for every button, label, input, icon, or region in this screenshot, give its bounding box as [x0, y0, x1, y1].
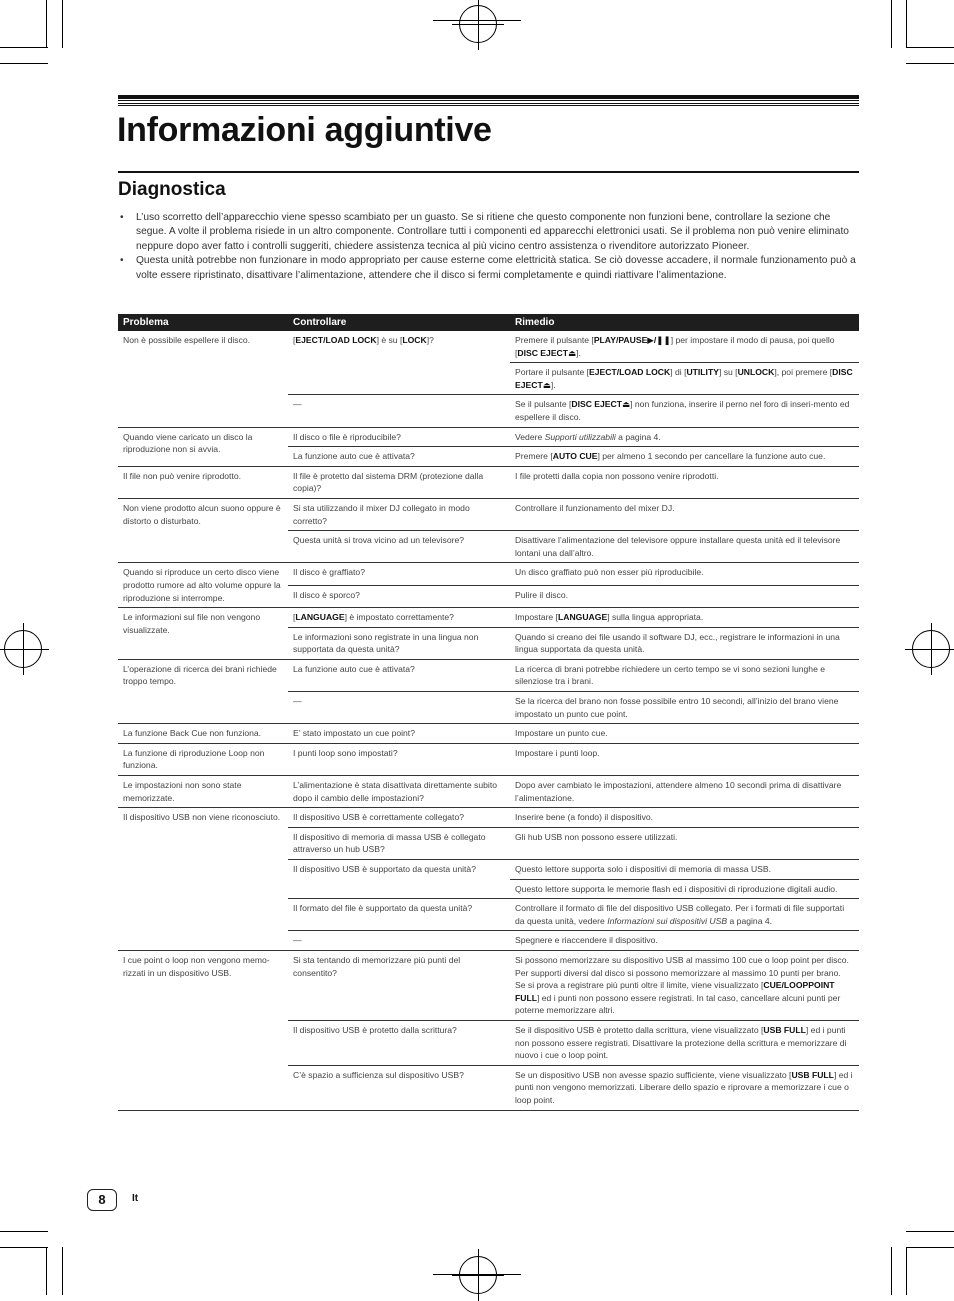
crop-mark	[0, 47, 48, 48]
registration-mark-icon	[459, 5, 497, 43]
table-header-row	[118, 314, 859, 331]
cell-check: Il disco o file è riproducibile?	[288, 427, 510, 447]
cell-check: I punti loop sono impostati?	[288, 743, 510, 775]
table-row	[118, 776, 859, 808]
cell-remedy: Quando si creano dei file usando il software DJ, ecc., registrare le informazioni in una lingua supportata da questa unità.	[510, 627, 859, 659]
crop-mark	[891, 0, 892, 48]
crop-mark	[46, 0, 47, 48]
cell-check: Il dispositivo USB è protetto dalla scrittura?	[288, 1020, 510, 1065]
cell-check: La funzione auto cue è attivata?	[288, 659, 510, 691]
crop-mark	[891, 1247, 892, 1295]
table-row	[118, 724, 859, 744]
cell-remedy: Inserire bene (a fondo) il dispositivo.	[510, 808, 859, 828]
table-row	[118, 743, 859, 775]
cell-problem: La funzione di riproduzione Loop non funziona.	[118, 743, 288, 775]
table-row	[118, 331, 859, 363]
cell-check: L’alimentazione è stata disattivata direttamente subito dopo il cambio delle impostazioni?	[288, 776, 510, 808]
crop-mark	[906, 1231, 954, 1232]
cell-check: Il formato del file è supportato da questa unità?	[288, 899, 510, 931]
cell-remedy: Se il pulsante [DISC EJECT⏏] non funziona, inserire il perno nel foro di inseri-mento ed espellere il disco.	[510, 395, 859, 427]
cell-check: Il dispositivo di memoria di massa USB è collegato attraverso un hub USB?	[288, 827, 510, 859]
cell-remedy: Questo lettore supporta le memorie flash ed i dispositivi di riproduzione digitali audio.	[510, 879, 859, 899]
section-title: Diagnostica	[118, 179, 226, 200]
cell-check: [EJECT/LOAD LOCK] è su [LOCK]?	[288, 331, 510, 395]
cell-remedy: Impostare un punto cue.	[510, 724, 859, 744]
table-row	[118, 608, 859, 628]
intro-list	[118, 211, 859, 283]
cell-remedy: Premere il pulsante [PLAY/PAUSE▶/❚❚] per impostare il modo di pausa, poi quello [DISC EJECT⏏].	[510, 331, 859, 363]
cell-remedy: Pulire il disco.	[510, 585, 859, 607]
cell-check: C’è spazio a sufficienza sul dispositivo USB?	[288, 1065, 510, 1110]
cell-problem: Il file non può venire riprodotto.	[118, 466, 288, 498]
crop-mark	[906, 63, 954, 64]
registration-mark-icon	[4, 630, 42, 668]
title-rule	[118, 171, 859, 173]
table-row	[118, 563, 859, 585]
cell-remedy: Questo lettore supporta solo i dispositivi di memoria di massa USB.	[510, 860, 859, 880]
cell-remedy: Controllare il funzionamento del mixer DJ.	[510, 498, 859, 530]
table-row	[118, 808, 859, 828]
cell-remedy: Impostare [LANGUAGE] sulla lingua appropriata.	[510, 608, 859, 628]
cell-problem: L’operazione di ricerca dei brani richiede troppo tempo.	[118, 659, 288, 723]
cell-remedy: Portare il pulsante [EJECT/LOAD LOCK] di [UTILITY] su [UNLOCK], poi premere [DISC EJECT⏏].	[510, 363, 859, 395]
table-row	[118, 659, 859, 691]
cell-remedy: Impostare i punti loop.	[510, 743, 859, 775]
cell-check: Si sta utilizzando il mixer DJ collegato in modo corretto?	[288, 498, 510, 530]
crop-mark	[0, 1247, 48, 1248]
cell-remedy: Spegnere e riaccendere il dispositivo.	[510, 931, 859, 951]
cell-check: E’ stato impostato un cue point?	[288, 724, 510, 744]
cell-remedy: Controllare il formato di file del dispositivo USB collegato. Per i formati di file supportati da questa unità, vedere Informazioni sui dispositivi USB a pagina 4.	[510, 899, 859, 931]
crop-mark	[906, 0, 907, 48]
cell-problem: Il dispositivo USB non viene riconosciuto.	[118, 808, 288, 951]
cell-check: Il file è protetto dal sistema DRM (protezione dalla copia)?	[288, 466, 510, 498]
crop-mark	[906, 1247, 907, 1295]
cell-check: Il disco è graffiato?	[288, 563, 510, 585]
cell-remedy: Dopo aver cambiato le impostazioni, attendere almeno 10 secondi prima di disattivare l’alimentazione.	[510, 776, 859, 808]
language-code: It	[132, 1193, 139, 1204]
crop-mark	[0, 1231, 48, 1232]
cell-problem: I cue point o loop non vengono memo-rizzati in un dispositivo USB.	[118, 950, 288, 1110]
cell-check: Il dispositivo USB è correttamente collegato?	[288, 808, 510, 828]
cell-remedy: Se la ricerca del brano non fosse possibile entro 10 secondi, all’inizio del brano viene impostato un punto cue point.	[510, 692, 859, 724]
title-rule	[118, 100, 859, 101]
cell-problem: Quando si riproduce un certo disco viene prodotto rumore ad alto volume oppure la riproduzione si interrompe.	[118, 563, 288, 608]
crop-mark	[62, 1247, 63, 1295]
registration-mark-icon	[912, 630, 950, 668]
title-rule	[118, 103, 859, 104]
cell-remedy: Gli hub USB non possono essere utilizzati.	[510, 827, 859, 859]
cell-check: Il dispositivo USB è supportato da questa unità?	[288, 860, 510, 899]
cell-check: Questa unità si trova vicino ad un televisore?	[288, 531, 510, 563]
page-number: 8	[87, 1189, 117, 1211]
table-row	[118, 950, 859, 1020]
cell-remedy: Si possono memorizzare su dispositivo USB al massimo 100 cue o loop point per disco. Per supporti diversi dal disco si possono memorizzare al massimo 10 punti per brano. Se si prova a registrare più punti oltre il limite, viene visualizzato [CUE/LOOPPOINT FULL] ed i punti non possono essere registrati. In tal caso, cancellare alcuni punti per poterne memorizzare altri.	[510, 950, 859, 1020]
cell-problem: Non è possibile espellere il disco.	[118, 331, 288, 427]
crop-mark	[0, 63, 48, 64]
crop-mark	[906, 47, 954, 48]
table-row	[118, 427, 859, 447]
intro-item: • L’uso scorretto dell’apparecchio viene spesso scambiato per un guasto. Se si ritiene che questo componente non funzioni bene, controllare la sezione che segue. A volte il problema risiede in un altro componente. Controllare tutti i componenti ed apparecchi elettronici usati. Se il problema non può venire eliminato neppure dopo aver fatto i controlli suggeriti, chiedere assistenza tecnica al più vicino centro assistenza o rivenditore autorizzato Pioneer.	[118, 211, 859, 254]
cell-remedy: Se il dispositivo USB è protetto dalla scrittura, viene visualizzato [USB FULL] ed i punti non possono essere registrati. Disattivare la protezione della scrittura e memorizzare di nuovo i cue o loop point.	[510, 1020, 859, 1065]
crop-mark	[906, 1247, 954, 1248]
cell-remedy: Se un dispositivo USB non avesse spazio sufficiente, viene visualizzato [USB FULL] ed i punti non vengono memorizzati. Liberare dello spazio e riprovare a memorizzare i cue o loop point.	[510, 1065, 859, 1110]
page-title: Informazioni aggiuntive	[117, 111, 492, 149]
header-remedy: Rimedio	[510, 314, 859, 331]
cell-check: Il disco è sporco?	[288, 585, 510, 607]
cell-remedy: Premere [AUTO CUE] per almeno 1 secondo per cancellare la funzione auto cue.	[510, 447, 859, 467]
cell-remedy: Disattivare l’alimentazione del televisore oppure installare questa unità ed il televisore lontani una dall’altro.	[510, 531, 859, 563]
title-rule	[118, 95, 859, 99]
crop-mark	[62, 0, 63, 48]
cell-problem: Non viene prodotto alcun suono oppure è distorto o disturbato.	[118, 498, 288, 562]
header-check: Controllare	[288, 314, 510, 331]
table-row	[118, 466, 859, 498]
crop-mark	[46, 1247, 47, 1295]
cell-problem: Quando viene caricato un disco la riproduzione non si avvia.	[118, 427, 288, 466]
table-row	[118, 498, 859, 530]
cell-problem: La funzione Back Cue non funziona.	[118, 724, 288, 744]
cell-check: Si sta tentando di memorizzare più punti del consentito?	[288, 950, 510, 1020]
cell-problem: Le informazioni sul file non vengono visualizzate.	[118, 608, 288, 660]
cell-check: [LANGUAGE] è impostato correttamente?	[288, 608, 510, 628]
cell-remedy: Un disco graffiato può non esser più riproducibile.	[510, 563, 859, 585]
cell-check: —	[288, 931, 510, 951]
cell-check: —	[288, 692, 510, 724]
cell-check: Le informazioni sono registrate in una lingua non supportata da questa unità?	[288, 627, 510, 659]
registration-mark-icon	[459, 1256, 497, 1294]
title-rule	[118, 105, 859, 106]
intro-item: • Questa unità potrebbe non funzionare in modo appropriato per cause esterne come elettricità statica. Se ciò dovesse accadere, il normale funzionamento può a volte essere ripristinato, disattivare l’alimentazione, attendere che il disco si fermi completamente e quindi riattivare l’alimentazione.	[118, 254, 859, 283]
troubleshooting-table	[118, 314, 859, 1111]
cell-check: La funzione auto cue è attivata?	[288, 447, 510, 467]
cell-remedy: La ricerca di brani potrebbe richiedere un certo tempo se vi sono sezioni lunghe e silenziose tra i brani.	[510, 659, 859, 691]
cell-check: —	[288, 395, 510, 427]
header-problem: Problema	[118, 314, 288, 331]
cell-remedy: Vedere Supporti utilizzabili a pagina 4.	[510, 427, 859, 447]
cell-remedy: I file protetti dalla copia non possono venire riprodotti.	[510, 466, 859, 498]
cell-problem: Le impostazioni non sono state memorizzate.	[118, 776, 288, 808]
